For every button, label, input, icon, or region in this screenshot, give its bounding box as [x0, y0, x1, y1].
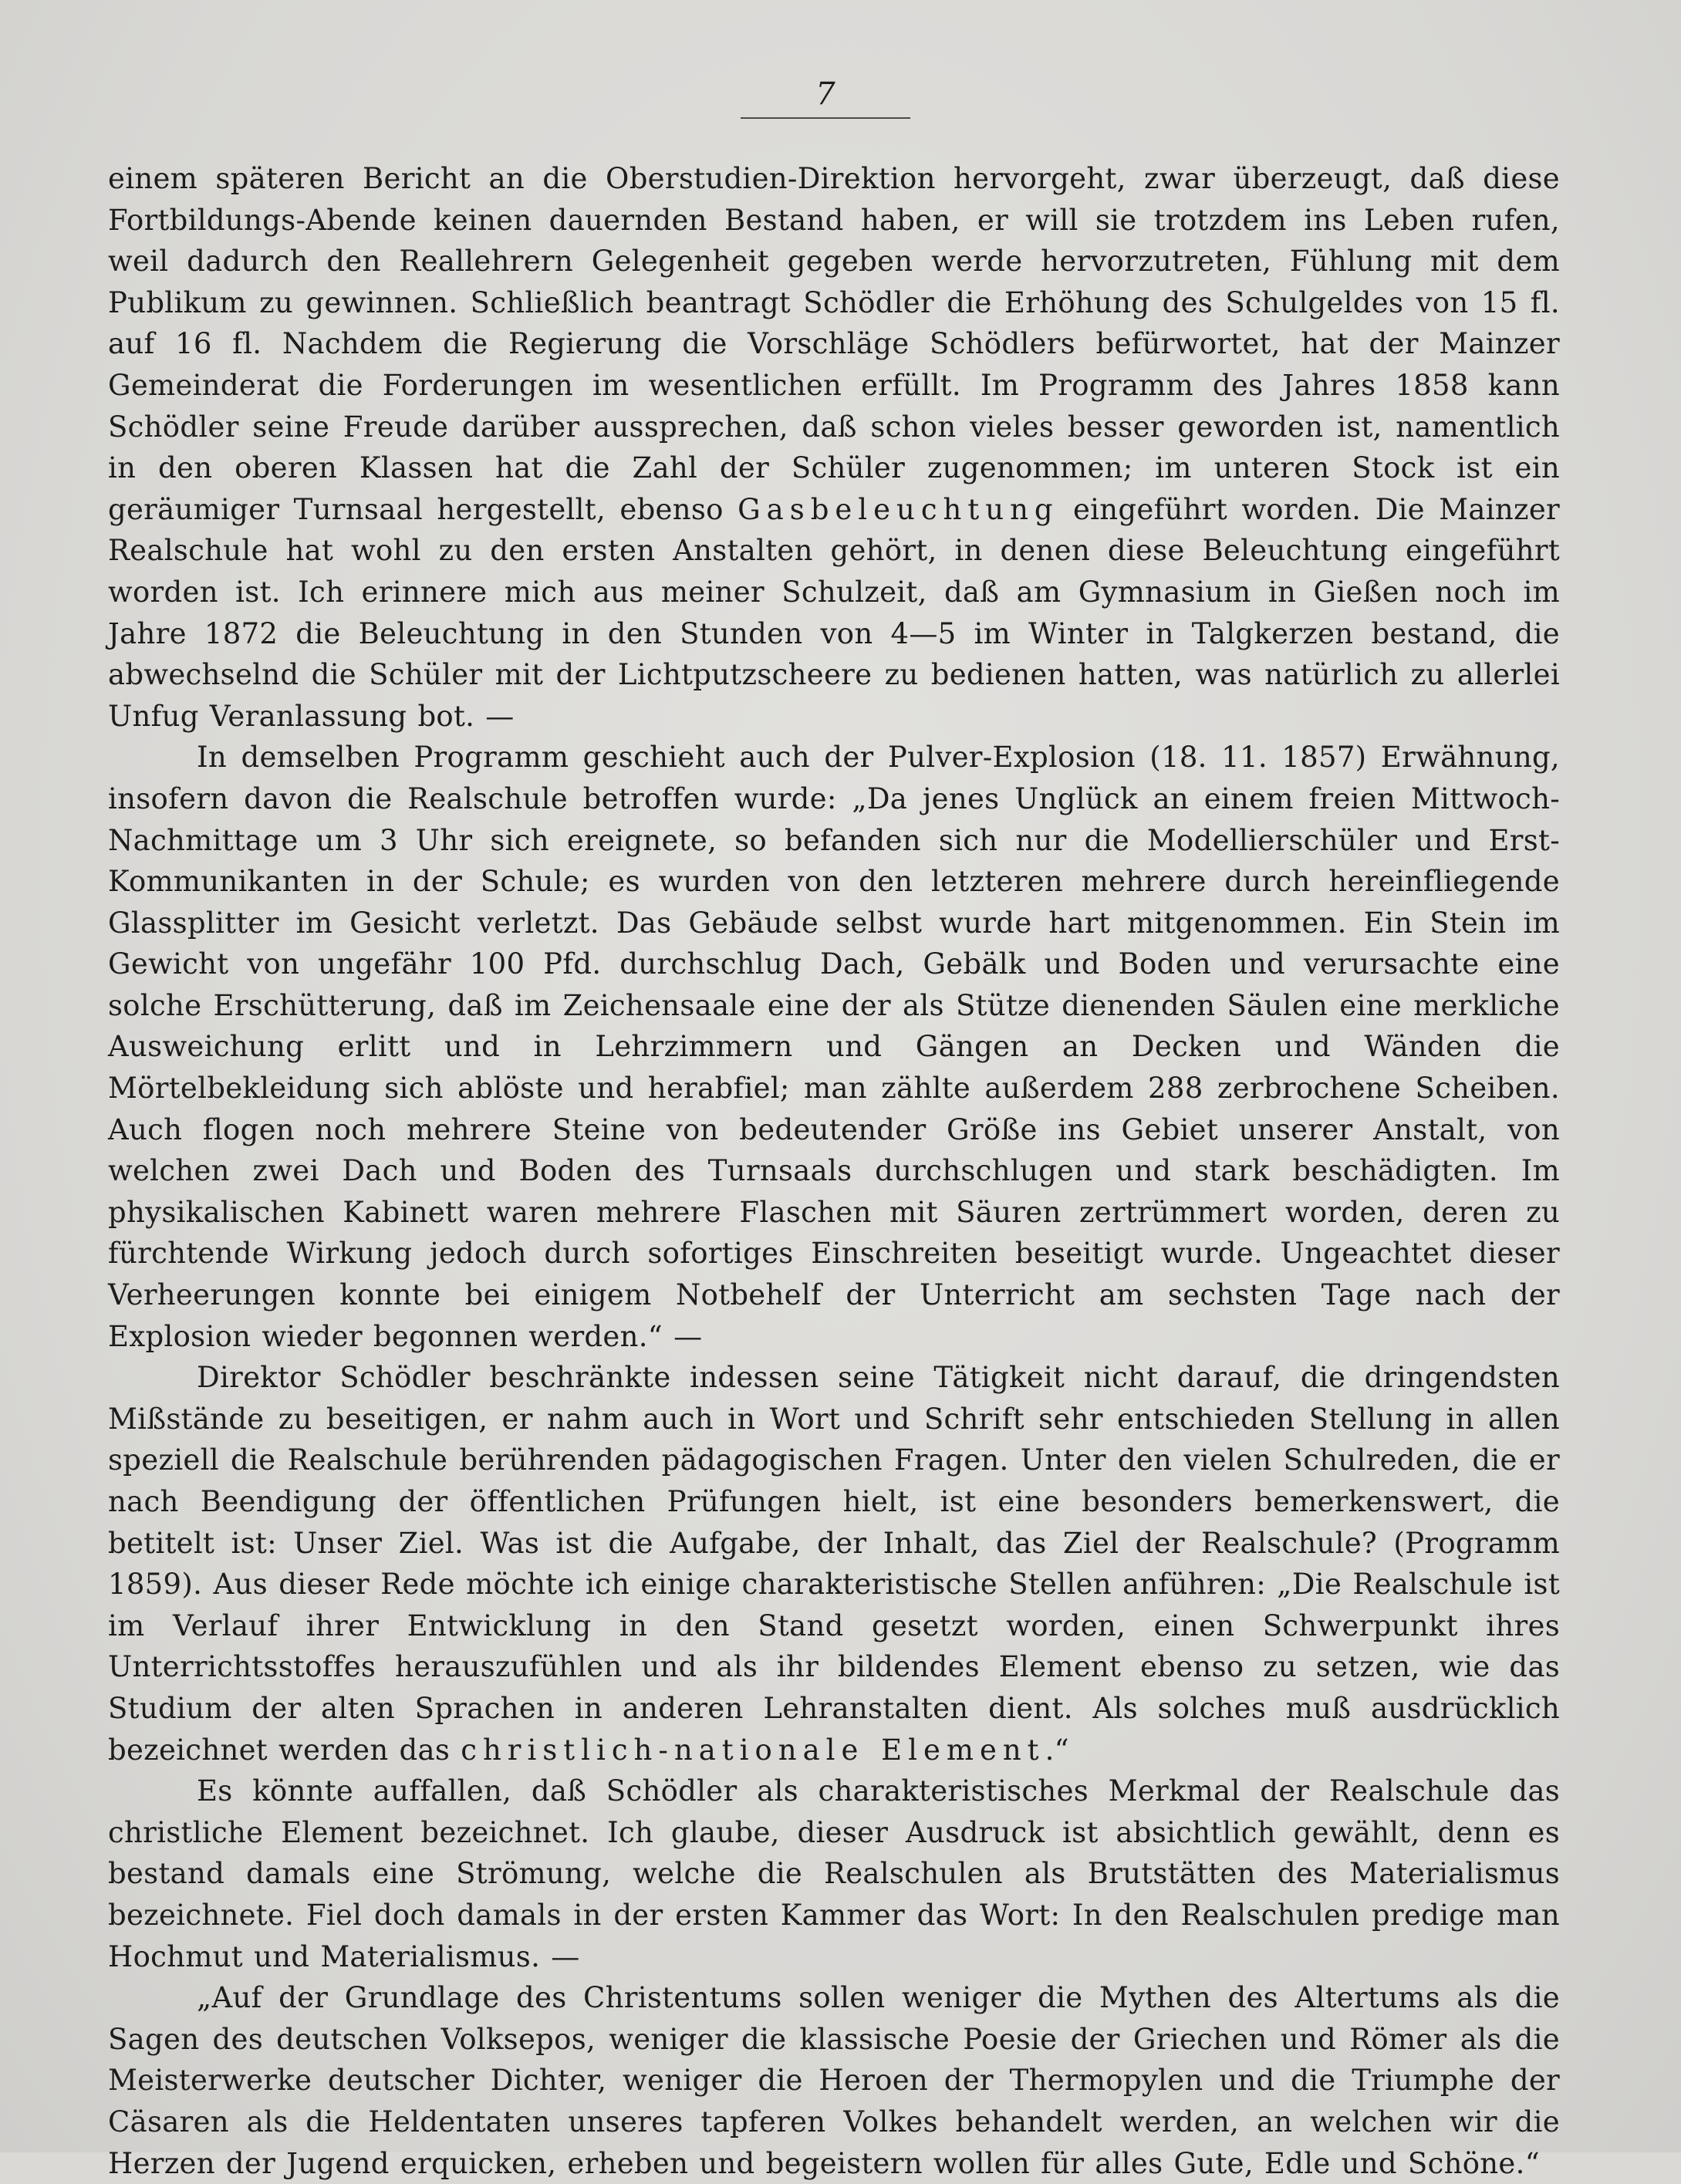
paragraph-text: In demselben Programm geschieht auch der Pulver-Explosion (18. 11. 1857) Erwähnung, insofern davon die Realschule betroffen wurde: „Da jenes Unglück an einem freien Mittwoch-Nachmittage um 3 Uhr sich ereignete, so befanden sich nur die Modellierschüler und Erst-Kommunikanten in der Schule; es wurden von den letzteren mehrere durch hereinfliegende Glassplitter im Gesicht verletzt. Das Gebäude selbst wurde hart mitgenommen. Ein Stein im Gewicht von ungefähr 100 Pfd. durchschlug Dach, Gebälk und Boden und verursachte eine solche Erschütterung, daß im Zeichensaale eine der als Stütze dienenden Säulen eine merkliche Ausweichung erlitt und in Lehrzimmern und Gängen an Decken und Wänden die Mörtelbekleidung sich ablöste und herabfiel; man zählte außerdem 288 zerbrochene Scheiben. Auch flogen noch mehrere Steine von bedeutender Größe ins Gebiet unserer Anstalt, von welchen zwei Dach und Boden des Turnsaals durchschlugen und stark beschädigten. Im physikalischen Kabinett waren mehrere Flaschen mit Säuren zertrümmert worden, deren zu fürchtende Wirkung jedoch durch sofortiges Einschreiten beseitigt wurde. Ungeachtet dieser Verheerungen konnte bei einigem Notbehelf der Unterricht am sechsten Tage nach der Explosion wieder begonnen werden.“ —	[108, 741, 1560, 1353]
paragraph-text: eingeführt worden. Die Mainzer Realschule hat wohl zu den ersten Anstalten gehört, in denen diese Beleuchtung eingeführt worden ist. Ich erinnere mich aus meiner Schulzeit, daß am Gymnasium in Gießen noch im Jahre 1872 die Beleuchtung in den Stunden von 4—5 im Winter in Talgkerzen bestand, die abwechselnd die Schüler mit der Lichtputzscheere zu bedienen hatten, was natürlich zu allerlei Unfug Veranlassung bot. —	[108, 492, 1561, 733]
paragraph-text: einem späteren Bericht an die Oberstudien-Direktion hervorgeht, zwar überzeugt, daß diese Fortbildungs-Abende keinen dauernden Bestand haben, er will sie trotzdem ins Leben rufen, weil dadurch den Reallehrern Gelegenheit gegeben werde hervorzutreten, Fühlung mit dem Publikum zu gewinnen. Schließlich beantragt Schödler die Erhöhung des Schulgeldes von 15 fl. auf 16 fl. Nachdem die Regierung die Vorschläge Schödlers befürwortet, hat der Mainzer Gemeinderat die Forderungen im wesentlichen erfüllt. Im Programm des Jahres 1858 kann Schödler seine Freude darüber aussprechen, daß schon vieles besser geworden ist, namentlich in den oberen Klassen hat die Zahl der Schüler zugenommen; im unteren Stock ist ein geräumiger Turnsaal hergestellt, ebenso	[108, 162, 1560, 526]
page-number: 7	[815, 76, 835, 112]
paragraph-text: „Auf der Grundlage des Christentums sollen weniger die Mythen des Altertums als die Sagen des deutschen Volksepos, weniger die klassische Poesie der Griechen und Römer als die Meisterwerke deutscher Dichter, weniger die Heroen der Thermopylen und die Triumphe der Cäsaren als die Heldentaten unseres tapferen Volkes behandelt werden, an welchen wir die Herzen der Jugend erquicken, erheben und begeistern wollen für alles Gute, Edle und Schöne.“	[108, 1981, 1560, 2180]
paragraph-text: .“	[1045, 1733, 1069, 1767]
paragraph-text: Direktor Schödler beschränkte indessen seine Tätigkeit nicht darauf, die dringendsten Mißstände zu beseitigen, er nahm auch in Wort und Schrift sehr entschieden Stellung in allen speziell die Realschule berührenden pädagogischen Fragen. Unter den vielen Schulreden, die er nach Beendigung der öffentlichen Prüfungen hielt, ist eine besonders bemerkenswert, die betitelt ist: Unser Ziel. Was ist die Aufgabe, der Inhalt, das Ziel der Realschule? (Programm 1859). Aus dieser Rede möchte ich einige charakteristische Stellen anführen: „Die Realschule ist im Verlauf ihrer Entwicklung in den Stand gesetzt worden, einen Schwerpunkt ihres Unterrichtsstoffes herauszufühlen und als ihr bildendes Element ebenso zu setzen, wie das Studium der alten Sprachen in anderen Lehranstalten dient. Als solches muß ausdrücklich bezeichnet werden das	[108, 1361, 1560, 1767]
paragraph	[108, 737, 1560, 1357]
paragraph	[108, 158, 1560, 737]
spaced-emphasis: Gasbeleuchtung	[738, 492, 1059, 526]
paragraph-text: Es könnte auffallen, daß Schödler als charakteristisches Merkmal der Realschule das christliche Element bezeichnet. Ich glaube, dieser Ausdruck ist absichtlich gewählt, denn es bestand damals eine Strömung, welche die Realschulen als Brutstätten des Materialismus bezeichnete. Fiel doch damals in der ersten Kammer das Wort: In den Realschulen predige man Hochmut und Materialismus. —	[108, 1774, 1560, 1973]
paragraph	[108, 1977, 1560, 2184]
spaced-emphasis: christlich-nationale Element	[461, 1733, 1045, 1767]
body-text	[108, 158, 1560, 2184]
page-number-rule	[741, 117, 910, 119]
paragraph	[108, 1357, 1560, 1770]
paragraph	[108, 1770, 1560, 1977]
